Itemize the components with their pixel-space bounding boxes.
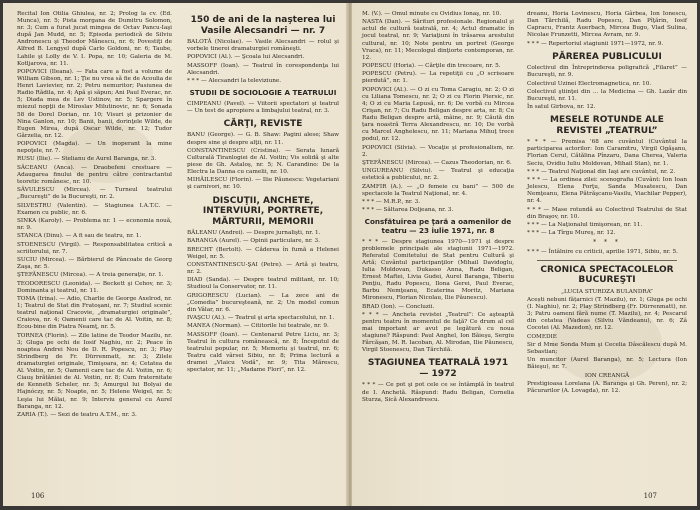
index-entry: BARANGA (Aurel). — Opinii particulare, nr. 3.	[187, 238, 320, 245]
index-entry: RUSU (Ilie). — Stelianu de Aurel Baranga, nr. 3.	[17, 156, 157, 163]
index-entry: STANCA (Dinu). — A fi sau de teatru, nr. 1.	[17, 233, 142, 240]
index-entry: * * * — Săltarea Doljeana, nr. 3.	[362, 207, 454, 214]
index-entry: BRECHT (Bertolt). — Căderea în fumă a Helenei Weigel, nr. 5.	[187, 246, 339, 260]
left-page	[3, 3, 348, 506]
index-entry: * * * — Întâlnire cu criticii, aprilie 1971, Sibiu, nr. 5.	[527, 248, 678, 255]
index-entry: ION CREANGĂ	[584, 372, 630, 379]
index-entry: POPOVICI (Al.). — O zi cu Toma Caragiu, nr. 2; O zi cu Liliana Tomescu, nr. 2; O zi cu Florin Piersic, nr. 4; O zi cu Maria Lepusă, nr. 6; De vorbă cu Mircea Crişan, nr. 7; Cu Radu Beligan despre arta, nr. 8; Cu Radu Beligan despre artă, mâine, nr. 9; Căută din țara noastră Terra Alexandrescu, nr. 10; De vorbă cu Marcel Anghelescu, nr. 11; Mariana Mihuţ trece podul, nr. 12.	[362, 86, 514, 143]
index-entry: MASSOFF (Ioan). — Centenarul Petre Liciu, nr. 3; Teatrul în cultura românească, nr. 8; Începutul de teatrului popular, nr. 5; Memoriu şi teatrul, nr. 6; Teatru cald vârsei Sibiu, nr. 8; Prima lectură a dramei „Vlaicu Vodă”, nr. 9; Tita Mărescu, spectator, nr. 11; „Madame Flori”, nr. 12.	[187, 331, 339, 374]
index-entry: NASTA (Dan). — Sărituri profesionale. Regionalul şi actul de cultură teatrală, nr. 4; Actul dramatic în jocul teatral, nr. 9; Variaţiuni în trăsarea arestului cultural, nr. 10; Note pentru un portret (George Vraca), nr. 11; Mecologul dinţiorte contemporan, nr. 12.	[362, 19, 514, 61]
index-entry: * * * — Repertoriul stagiunii 1971—1972, nr. 9.	[527, 40, 664, 47]
section-heading: CĂRŢI, REVISTE	[223, 118, 303, 129]
index-entry: * * * — Ce pot şi pot cele ce se întâmplă în teatrul de I. Anchetă. Răspund: Radu Beligan, Cornelia Sturza, Sică Alexandrescu.	[362, 382, 514, 403]
index-entry: CONSTANTINESCU-ŞAI (Petre). — Artă şi teatru, nr. 2.	[187, 261, 339, 276]
index-entry: M. (V.). — Omul minute cu Ovidius Ionaş, nr. 10.	[362, 11, 502, 17]
index-entry: * * * — La Naţionalul timişorean, nr. 11.	[527, 222, 643, 229]
index-entry: IVAŞCU (Al.). — Teatrul şi arta spectacolului, nr. 1.	[187, 315, 335, 322]
index-entry: SINKA (Karoly). — Problema nr. 1 — economia nouă, nr. 9.	[17, 217, 172, 232]
index-entry: Prestigioasa Lorelana (A. Baranga şi Gh. Peren), nr. 2; Păcurarilor (A. Lovagda), nr. 12.	[527, 380, 687, 394]
index-entry: POPESCU (Petru). — La repetiţii cu „O scrisoare pierdută”, nr. 1.	[362, 71, 514, 85]
right-column-1	[362, 11, 514, 405]
index-entry: BANU (George). — G. B. Shaw: Pagini alese; Shaw despre sine şi despre alţii, nr. 11.	[187, 132, 339, 146]
index-entry: BALOTĂ (Nicolae). — Vasile Alecsandri — rolul şi vorbele tinerei dramaturgiei româneşti.	[187, 39, 339, 53]
index-entry: BRAD (Ion). — Concluzii.	[362, 303, 435, 310]
index-entry: Acești nebuni fățarnici (T. Mazilu), nr. 1; Gluga pe ochi (I. Naghiu), nr. 2; Play Strindberg (Fr. Dürrenmatt), nr. 3; Patru oameni fără nume (T. Mazilu), nr. 4; Pescarul din cetatea (Vadeas (Silviu Văndeanu), nr. 6; Zâ Cocotei (Al. Mazedon), nr. 12.	[527, 296, 687, 332]
left-column-2	[187, 11, 339, 376]
index-entry: GRIGORESCU (Lucian). — La zece ani de „Comedia” bucureşteană, nr. 2; Un model comun din Vâlar, nr. 6.	[187, 292, 339, 313]
index-entry: * * * — Mase rotundă au Colectivul Teatrului de Stat din Braşov, nr. 10.	[527, 206, 687, 220]
index-entry: ŞTEFĂNESCU (Mircea). — Cazus Theodorian, nr. 6.	[362, 160, 512, 166]
index-entry: * * * — Teatrul Naţional din Iaşi are cuvântul, nr. 2.	[527, 168, 676, 175]
separator-stars: * * *	[593, 239, 621, 247]
index-entry: TEODORESCU (Leonida). — Beckett şi Cehov, nr. 3; Dominanta şi teatrul, nr. 11.	[17, 280, 172, 294]
index-entry: SUCIU (Mircea). — Bărbierul de Pâncoate de Georg Zaşa, nr. 5.	[17, 256, 172, 271]
index-entry: În satul Girbova, nr. 12.	[527, 104, 596, 111]
index-entry: ZARIA (T.). — Sezi de teatru A.T.M., nr. 3.	[17, 411, 137, 418]
index-entry: TOMA (Irina). — Adio, Charlie de George Axelrod, nr. 1; Teatrul de Stat din Fratoşani, nr. 7; Studiul scenic teatrul naţional Cracovie, „dramaturgiei originale”, Craiova, nr. 4; Oamenii care tac de Al. Voitin, nr. 8; Ecou-bine din Piatra Neamţ, nr. 5.	[17, 296, 172, 331]
left-column-1	[17, 11, 172, 420]
index-entry: POPESCU (Horia). — Cărţile din trecoare, nr. 5.	[362, 63, 501, 70]
index-entry: POPOVICI (Ileana). — Fata care a fost a volume de William Gibson, nr. 1; Ţie nu vrea să fie de Acoulia de Henri Lavievier, nr. 2; Petru nemuritor; Pasiunea de Radio Rădila, nr. 4; Apă şi săpun; Ani Paul Everac, nr. 5; Diada mea de Lev Ustinov, nr. 5; Spargere în miezul nopţii de Miroslav Milutinovic, nr. 6; Sonada 58 de Dorel Dorian, nr. 10; Visuri şi prizonier de Nina Ganlon, nr. 10; Banii, banii, dorinţele Wilde, de Eugen Mirea, după Oscar Wilde, nr. 12; Tudor Gărzelia, nr. 12.	[17, 68, 172, 139]
section-heading: STUDII DE SOCIOLOGIE A TEATRULUI	[189, 88, 337, 98]
index-entry: SĂVULESCU (Mircea). — Turneul teatrului „Bucureşti” de la Bucureşti, nr. 2.	[17, 187, 172, 201]
index-entry: Colectivul ştiinţei din ... la Medicina — Gh. Lazăr din Bucureşti, nr. 11.	[527, 88, 687, 102]
right-page	[352, 3, 697, 506]
index-entry: DIAD (Sanda). — Despre teatrul militant, nr. 10; Studioul la Conservator, nr. 11.	[187, 277, 339, 291]
right-column-2	[527, 11, 687, 396]
index-entry: STOENESCU (Virgil). — Responsabilitatea critică a scriitorului, nr. 7.	[17, 241, 172, 255]
index-entry: SILVESTRU (Valentin). — Stagiunea I.A.T.C. — Examen cu public, nr. 6.	[17, 202, 172, 216]
index-entry: MIHĂILESCU (Florin). — Ilie Păunescu: Vegetariani şi carnivori, nr. 10.	[187, 177, 339, 191]
index-entry: * * * — Ancheta revistei „Teatrul”: Ce aşteaptă pentru teatru în momentul de faţă? Ce drum al cel mai important ar avut pe legătură cu noua stagiune? Răspund: Paul Anghel, Ion Băieşu, Sergiu Fărcăşan, M. R. Iacoban, Al. Mirodan, Ilie Păunescu, Virgil Stoenescu, Dan Tărchilă.	[362, 311, 514, 354]
index-entry: BĂLEANU (Andrei). — Despre jurnalişti, nr. 1.	[187, 230, 321, 237]
index-entry: Un muncitor (Aurel Baranga), nr. 5; Lectura (Ion Băieşu), nr. 7.	[527, 357, 687, 371]
section-heading: CRONICA SPECTACOLELOR BUCUREŞTI	[540, 264, 674, 286]
index-entry: Colectivul din Întreprinderea poligrafică „Filaret” — Bucureşti, nr. 9.	[527, 65, 687, 79]
index-entry: COMEDIE	[527, 333, 557, 340]
divider	[537, 260, 677, 261]
section-heading: PĂREREA PUBLICULUI	[552, 51, 662, 62]
index-entry: CIMPEANU (Pavel). — Viitorii spectatori şi teatrul — Un test de apropiere a limbajului teatral, nr. 3.	[187, 100, 339, 114]
section-heading: 150 de ani de la naşterea lui Vasile Alecsandri — nr. 7	[190, 15, 336, 36]
index-entry: * * * — Premisa '68 are cuvântul (Cuvântul la participarea actorilor: Ion Caramitru, Virgil Ogăşanu, Florian Cerul, Cătălina Pînzaru, Dana Cherea, Valeria Seciu, Ovidiu Iuliu Moldovan, Mihail Stan), nr. 1.	[527, 139, 687, 167]
index-entry: SĂCEANU (Anca). — Draobefeni crestuare — Adaugarea finului de pentru către contractantul teoretic românesc, nr. 10.	[17, 164, 172, 185]
index-entry: Colectivul Uzinei Electromagnetica, nr. 10.	[527, 80, 652, 87]
index-entry: * * * — Despre stagiunea 1970—1971 şi despre problemele principale ale stagiunii 1971—1972. Referatul Comitetului de Stat pentru Cultură şi Artă; Cuvântul participanţilor (Mihail Davidoglu, Iulia Moldovan, Dukasso Anna, Radu Beligan, Ernest Maftei, Livia Gudei, Aurel Baranga, Tiberiu Penţiu, Radu Popescu, Ilona Gerei, Paul Everac, Barbu Nemţeanu, Ecaterina Moritz, Mariana Mironescu, Florian Nicolau, Ilie Păunescu).	[362, 238, 514, 302]
index-entry: TORNEA (Florin). — Zile latine de Teodor Mazilu, nr. 3; Gluga pe ochi de Iosif Naghiu, nr. 2; Peace în noaptea Andrei Nou de D. R. Popescu, nr. 3; Play Strindberg de Fr. Dürrenmatt, nr. 3; Zilele dramaturgiei originale, Timişoara, nr. 4; Cetatea de Al. Voitin, nr. 5; Oamenii care tac de Al. Voitin, nr. 6; Ciauş brătăniei de Al. Voitin, nr. 8; Cum fraternitate de Kenneth Scheler, nr. 5; Amurgul lui Bolyai de Hajnóczy, nr. 5; Noapte, nr. 5; Helene Weigel, nr. 5; Leşia lui Mălai, nr. 9; Interviu general cu Aurel Baranga, nr. 12.	[17, 332, 172, 410]
index-entry: MANEA (Norman). — Cititorile lui teatrale, nr. 9.	[187, 323, 329, 330]
index-entry: ŞTEFĂNESCU (Mircea). — A treia generaţie, nr. 1.	[17, 272, 164, 279]
index-entry: UNGUREANU (Silviu). — Teatrul şi educaţia estetică a publicului, nr. 2.	[362, 168, 514, 182]
index-entry: POPOVICI (Silvia). — Vocaţie şi profesionalism, nr. 2.	[362, 144, 514, 158]
index-entry: * * * — La Tîrgu Mureş, nr. 12.	[527, 230, 616, 237]
index-entry: POPOVICI (Al.). — Şcoala lui Alecsandri.	[187, 54, 305, 61]
index-entry: Sir d Mme Sonda Mum şi Cecelia Dâscălescu după M. Sebastian;	[527, 341, 687, 355]
section-heading: MESELE ROTUNDE ALE REVISTEI „TEATRUL”	[550, 115, 664, 136]
book-spread	[3, 3, 697, 506]
index-entry: POPOVICI (Magda). — Un inoperant la mine nepoţele, nr. 7.	[17, 141, 172, 155]
index-entry: „LUCIA STURDZA BULANDRA”	[561, 288, 653, 295]
page-number: 106	[31, 492, 45, 500]
index-entry: * * * — Alecsandri la televiziune.	[187, 78, 282, 85]
section-heading: Consfătuirea pe ţară a oamenilor de teatru — 23 iulie 1971, nr. 8	[364, 217, 512, 235]
section-heading: STAGIUNEA TEATRALĂ 1971 — 1972	[367, 358, 509, 379]
section-heading: DISCUŢII, ANCHETE, INTERVIURI, PORTRETE, MĂRTURII, MEMORII	[202, 195, 324, 227]
index-entry: ZAMFIR (A.). — „O femeie cu bani” — 500 de spectacole la Teatrul Naţional, nr. 4.	[362, 183, 514, 197]
page-number: 107	[643, 492, 657, 500]
index-entry: dreanu, Horia Lovinescu, Horia Gârbea, Ion Ionescu, Dan Tărchilă, Radu Popescu, Dan Pîţărin, Iosif Capracu, Frantz Auerbach, Mircea Bugo, Vlad Sulina, Nicolae Frunzetti, Mircea Avram, nr. 9.	[527, 11, 687, 39]
index-entry: * * * — M.R.P., nr. 3.	[362, 199, 421, 206]
index-entry: CONSTANTINESCU (Cristina). — Serata lunară Culturală Tiranlogiei de Al. Voitin; Vis solidă şi alte piese de Gh. Astaloş, nr. 5; N. Carandino: De la Electra la Danna cu camelii, nr. 10.	[187, 147, 339, 176]
index-entry: Recital Ion Otilia Ghiulea, nr. 2; Prolog la cv. (Ed. Munca), nr. 5; Pista morgana de Dumitru Solomon, nr. 3; Cum a furat jucat mingea de Octav Pancu-Iaşi după Jan Mudd, nr. 5; Episoda periodică de Silviu Andronescu şi Theodor Mănescu, nr. 6; Povestiţi de Alfred B. Lengyel după Carlo Goldoni, nr. 6; Taube, Lahile şi Lolly de V. I. Popa, nr. 10; Galeria de M. Kotljarova, nr. 11.	[17, 11, 172, 67]
index-entry: MASSOFF (Ioan). — Teatrul în corespondenţa lui Alecsandri.	[187, 62, 339, 76]
index-entry: * * * — La ordinea zilei: scenografia (Cuvânt: Ion Ioan Jelescu, Elena Forţu, Sanda Musatescu, Dan Nemţeanu, Elena Pătrăşcanu-Vasilu, Viachilar Pepper), nr. 4.	[527, 177, 687, 205]
